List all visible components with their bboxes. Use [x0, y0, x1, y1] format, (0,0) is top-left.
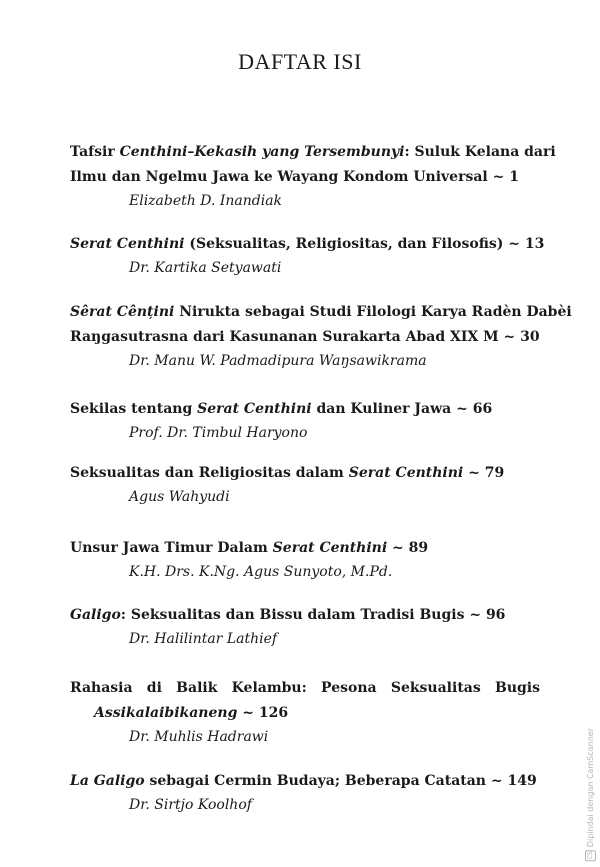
italic-title-segment: Serat Centhini: [272, 540, 388, 556]
toc-entry-title: [70, 461, 540, 486]
toc-entry: [70, 140, 556, 212]
title-segment: (Seksualitas, Religiositas, dan Filosofis) ~ 13: [184, 236, 545, 252]
title-segment: Unsur Jawa Timur Dalam: [70, 540, 273, 556]
title-segment: ~ 89: [387, 540, 429, 556]
toc-entry-author: Dr. Manu W. Padmadipura Waŋsawikrama: [129, 353, 427, 369]
toc-entry-title: [70, 603, 540, 628]
toc-entry: [70, 461, 540, 508]
italic-title-segment: La Galigo: [70, 773, 145, 789]
toc-entry: [70, 603, 540, 650]
toc-entry: [70, 536, 540, 583]
title-segment: ~ 126: [237, 705, 289, 721]
toc-entry-title: [70, 397, 540, 422]
italic-title-segment: Centhini–Kekasih yang Tersembunyi: [119, 144, 405, 160]
italic-title-segment: Assikalaibikaneng: [94, 705, 238, 721]
toc-entry-title: [70, 325, 540, 350]
italic-title-segment: Sêrat Cênțini: [70, 304, 175, 320]
toc-entry-title: [70, 165, 540, 190]
toc-entry-title: [94, 701, 540, 726]
toc-entry-title: [70, 232, 545, 257]
toc-entry-title: [70, 140, 556, 165]
italic-title-segment: Serat Centhini: [348, 465, 464, 481]
title-segment: Tafsir: [70, 144, 120, 160]
toc-entry-title: [70, 676, 540, 701]
watermark-text: Dipindai dengan CamScanner: [586, 727, 595, 847]
toc-entry-title: [70, 536, 540, 561]
title-segment: Rahasia di Balik Kelambu: Pesona Seksualitas Bugis: [70, 680, 540, 696]
italic-title-segment: Serat Centhini: [197, 401, 312, 417]
toc-entry-author: Agus Wahyudi: [129, 489, 230, 505]
toc-entry: [70, 232, 545, 279]
toc-entry-author: Prof. Dr. Timbul Haryono: [129, 425, 308, 441]
italic-title-segment: Galigo: [70, 607, 121, 623]
toc-entry-author: Elizabeth D. Inandiak: [129, 193, 283, 209]
title-segment: sebagai Cermin Budaya; Beberapa Catatan ~ 149: [144, 773, 537, 789]
title-segment: Seksualitas dan Religiositas dalam: [70, 465, 349, 481]
toc-entry: [70, 397, 540, 444]
page-title: DAFTAR ISI: [238, 48, 362, 74]
title-segment: Sekilas tentang: [70, 401, 198, 417]
toc-entry-author: Dr. Muhlis Hadrawi: [129, 729, 269, 745]
toc-entry: [70, 300, 572, 372]
toc-entry-author: Dr. Halilintar Lathief: [129, 631, 278, 647]
camscanner-logo-icon: CS: [587, 851, 594, 860]
title-segment: dan Kuliner Jawa ~ 66: [311, 401, 493, 417]
toc-entry-author: K.H. Drs. K.Ng. Agus Sunyoto, M.Pd.: [129, 564, 393, 580]
title-segment: : Suluk Kelana dari: [404, 144, 556, 160]
toc-entry-title: [70, 769, 540, 794]
toc-entry-title: [70, 300, 572, 325]
title-segment: Nirukta sebagai Studi Filologi Karya Radèn Dabèi: [174, 304, 572, 320]
title-segment: : Seksualitas dan Bissu dalam Tradisi Bugis ~ 96: [120, 607, 506, 623]
toc-entry: [70, 769, 540, 816]
toc-entry: [70, 676, 540, 748]
title-segment: Ilmu dan Ngelmu Jawa ke Wayang Kondom Universal ~ 1: [70, 169, 519, 185]
title-segment: Raŋgasutrasna dari Kasunanan Surakarta Abad XIX M ~ 30: [70, 329, 540, 345]
title-segment: ~ 79: [463, 465, 505, 481]
toc-entry-author: Dr. Kartika Setyawati: [129, 260, 282, 276]
italic-title-segment: Serat Centhini: [70, 236, 185, 252]
camscanner-watermark: [585, 728, 596, 861]
toc-entry-author: Dr. Sirtjo Koolhof: [129, 797, 252, 813]
